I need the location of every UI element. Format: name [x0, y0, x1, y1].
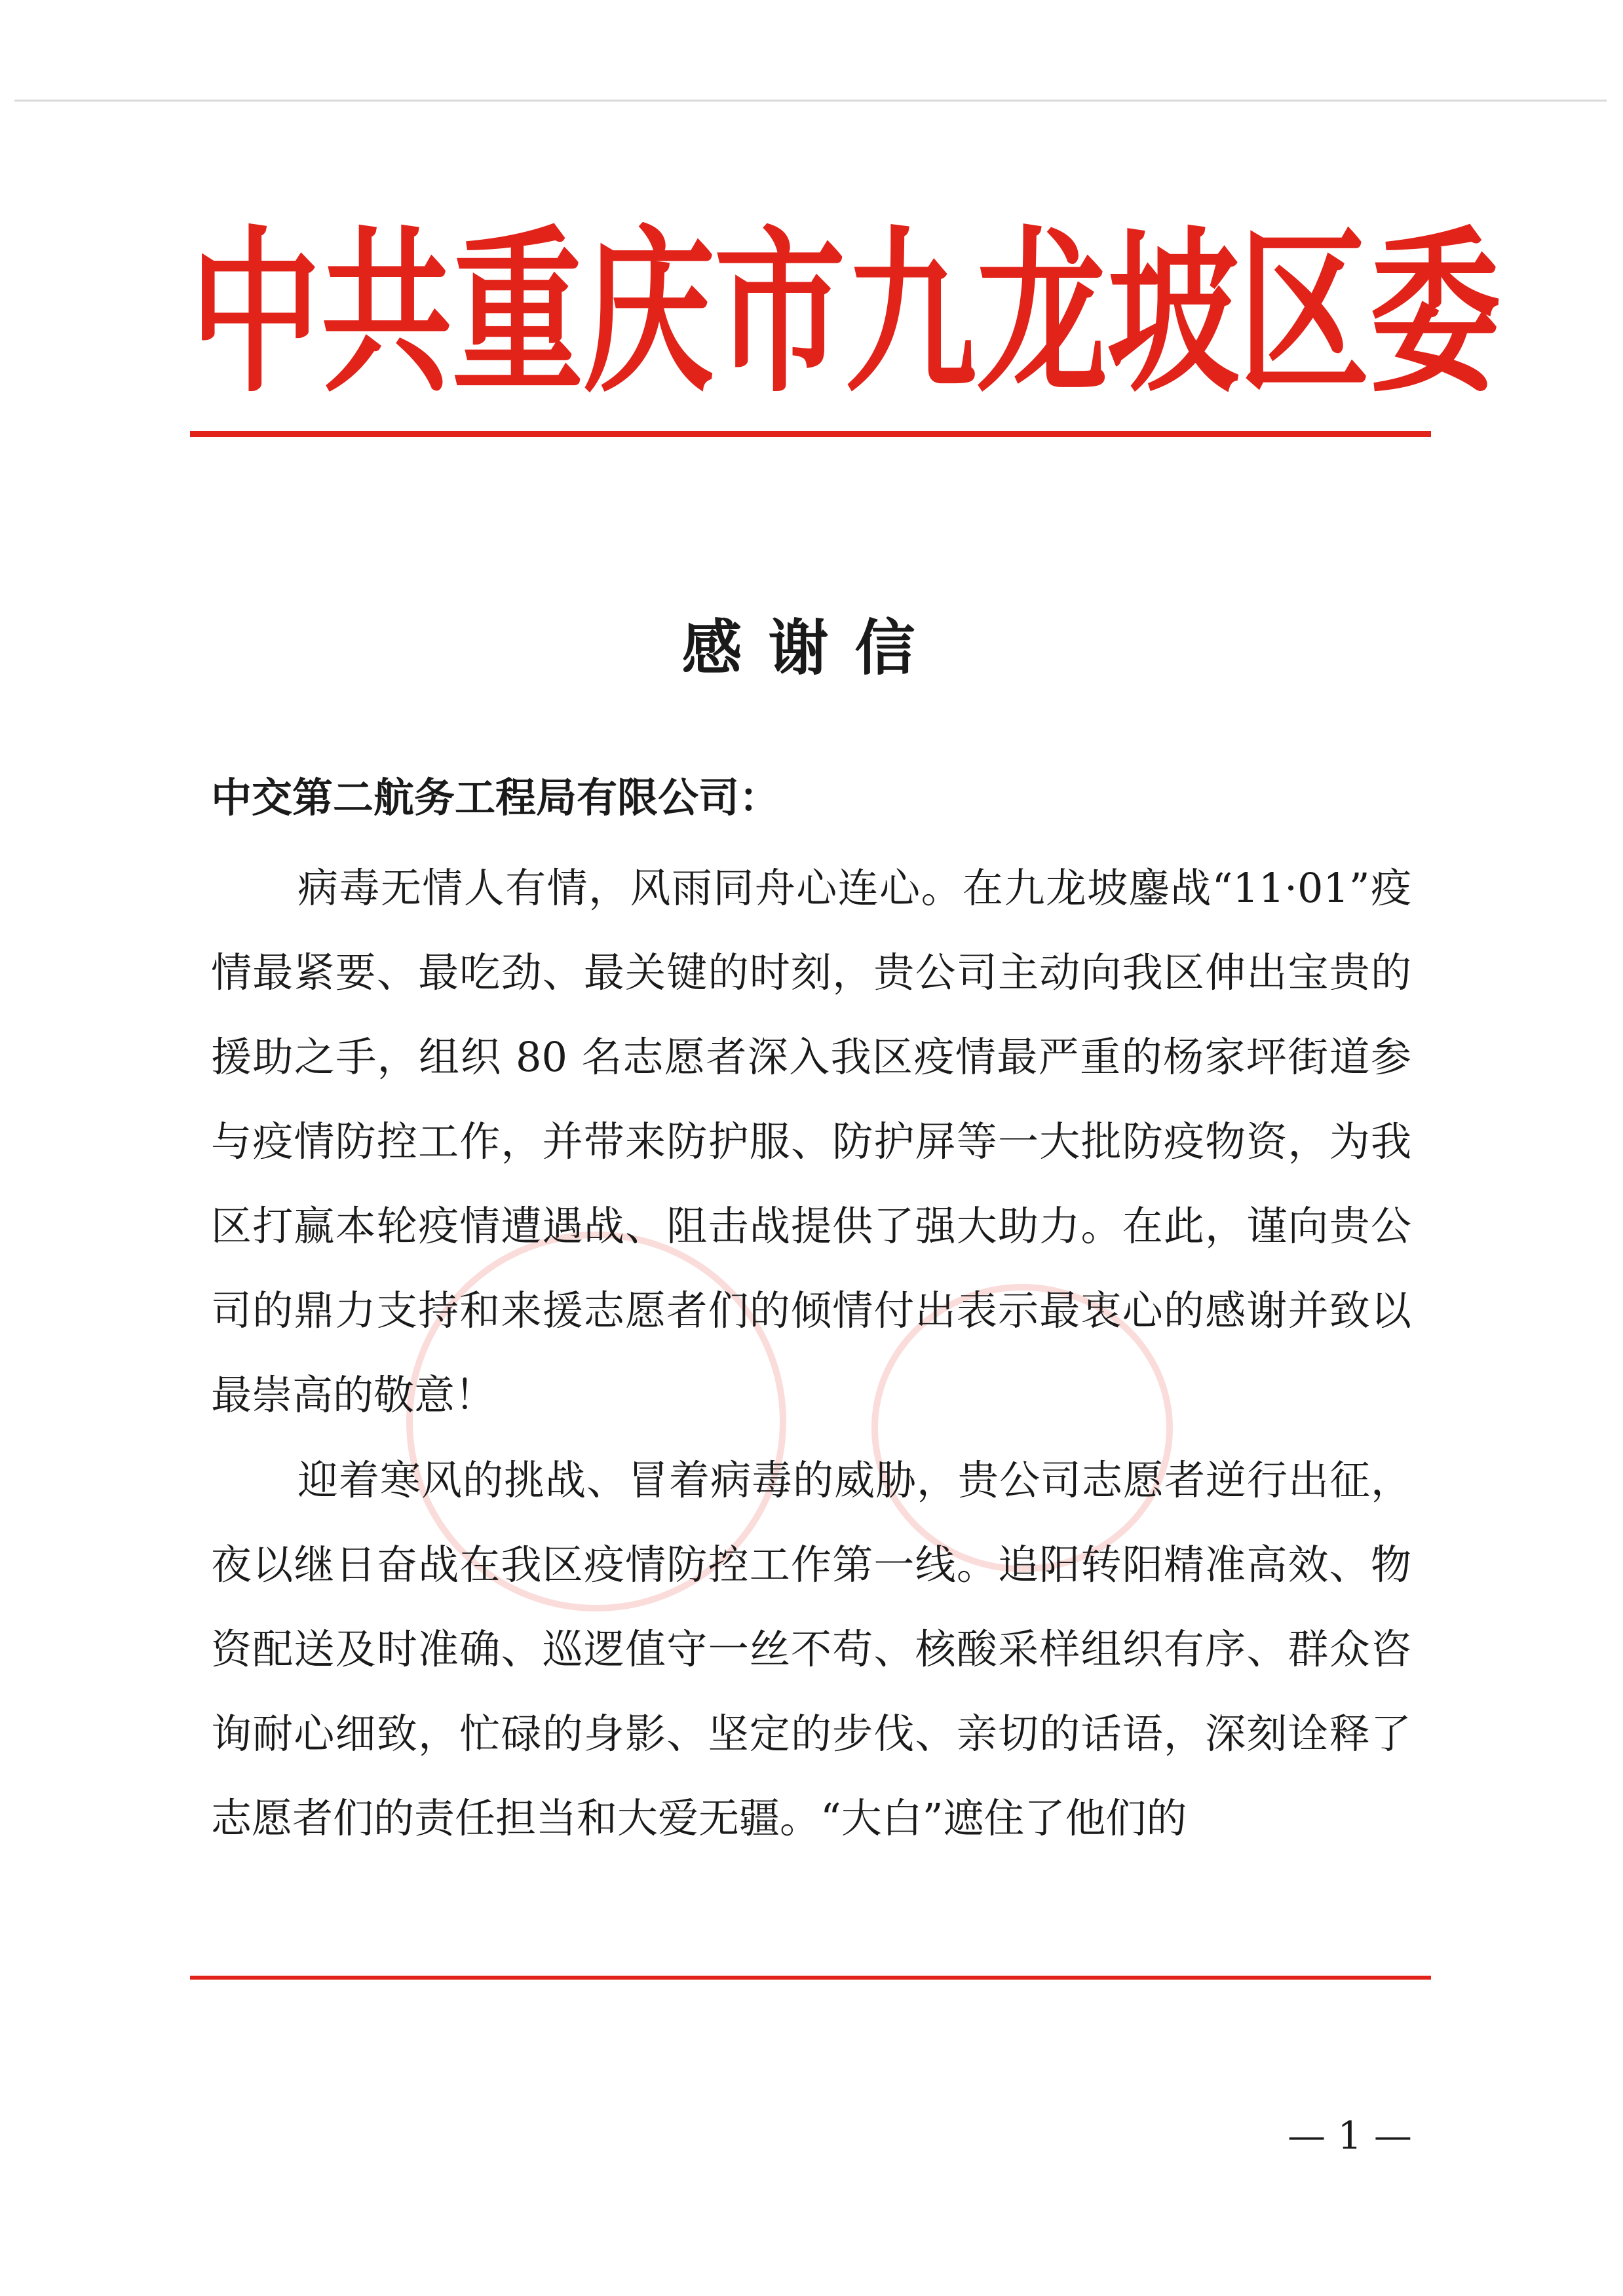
masthead-char: 庆: [583, 211, 715, 417]
body-paragraph-2: 迎着寒风的挑战、冒着病毒的威胁，贵公司志愿者逆行出征，夜以继日奋战在我区疫情防控工作第一线。追阳转阳精准高效、物资配送及时准确、巡逻值守一丝不苟、核酸采样组织有序、群众咨询耐心细致，忙碌的身影、坚定的步伐、亲切的话语，深刻诠释了志愿者们的责任担当和大爱无疆。“大白”遮住了他们的: [211, 1456, 1411, 1842]
masthead-char: 共: [321, 211, 453, 417]
masthead-issuer: [190, 211, 1501, 417]
masthead-char: 九: [845, 211, 977, 417]
footer-red-rule: [190, 1976, 1431, 1980]
scan-edge-line: [14, 100, 1607, 102]
masthead-char: 重: [452, 211, 584, 417]
page-number: — 1 —: [1288, 2113, 1412, 2158]
body-paragraph-1: 病毒无情人有情，风雨同舟心连心。在九龙坡鏖战“11·01”疫情最紧要、最吃劲、最关键的时刻，贵公司主动向我区伸出宝贵的援助之手，组织 80 名志愿者深入我区疫情最严重的杨家坪街道参与疫情防控工作，并带来防护服、防护屏等一大批防疫物资，为我区打赢本轮疫情遭遇战、阻击战提供了强大助力。在此，谨向贵公司的鼎力支持和来援志愿者们的倾情付出表示最衷心的感谢并致以最崇高的敬意！: [211, 864, 1411, 1419]
masthead-char: 龙: [976, 211, 1108, 417]
masthead-char: 中: [190, 211, 322, 417]
letter-salutation: 中交第二航务工程局有限公司：: [211, 774, 780, 821]
masthead-char: 市: [714, 211, 846, 417]
letter-title: 感谢信: [681, 613, 942, 683]
masthead-char: 委: [1369, 211, 1501, 417]
masthead-char: 坡: [1107, 211, 1239, 417]
masthead-red-rule: [190, 431, 1431, 437]
masthead-char: 区: [1238, 211, 1370, 417]
